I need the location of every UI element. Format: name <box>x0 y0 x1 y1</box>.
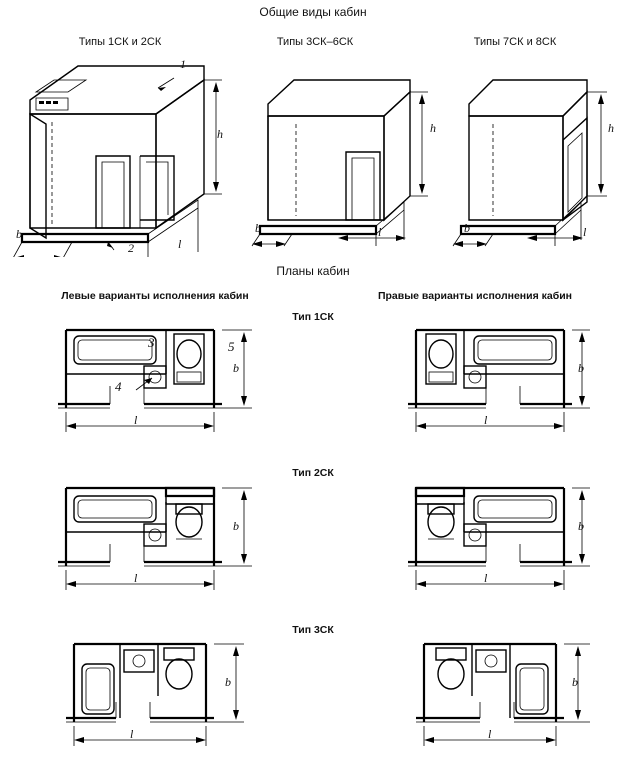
iso-view-2-dim-b: b <box>255 221 261 235</box>
plan-row-1-type-label: Тип 1СК <box>292 311 334 323</box>
plan-1sk-right-dim-l: l <box>484 413 488 427</box>
plan-1sk-left-dim-l: l <box>134 413 138 427</box>
plan-3sk-left-dim-b: b <box>225 675 231 689</box>
iso-view-1-dim-l: l <box>178 237 182 251</box>
plan-2sk-right-drawing <box>330 484 590 594</box>
plan-row-2-type-label: Тип 2СК <box>292 467 334 479</box>
plan-1sk-callout-3: 3 <box>148 335 155 350</box>
plan-2sk-right-dim-b: b <box>578 519 584 533</box>
iso-view-2-drawing <box>240 62 440 247</box>
iso-view-1-dim-h: h <box>217 127 223 141</box>
iso-view-1-callout-2: 2 <box>128 241 134 255</box>
iso-view-2-dim-h: h <box>430 121 436 135</box>
plans-right-header: Правые варианты исполнения кабин <box>377 290 573 302</box>
general-views-title: Общие виды кабин <box>259 5 367 19</box>
plan-1sk-left-dim-b: b <box>233 361 239 375</box>
plan-row-3-type-label: Тип 3СК <box>292 624 334 636</box>
plan-1sk-callout-5: 5 <box>228 339 235 354</box>
plans-left-header: Левые варианты исполнения кабин <box>61 290 249 302</box>
iso-view-2-dim-l: l <box>378 225 382 239</box>
plan-2sk-left-drawing <box>40 484 300 594</box>
iso-view-1-caption: Типы 1СК и 2СК <box>78 36 162 48</box>
plan-1sk-left-drawing <box>40 326 300 436</box>
plan-3sk-right-dim-l: l <box>488 727 492 741</box>
plan-3sk-left-drawing <box>40 640 300 750</box>
plan-2sk-right-dim-l: l <box>484 571 488 585</box>
iso-view-1-drawing <box>8 52 234 257</box>
iso-view-1-dim-b: b <box>16 227 22 241</box>
plan-1sk-callout-4: 4 <box>115 379 122 394</box>
plan-2sk-left-dim-l: l <box>134 571 138 585</box>
iso-view-3-caption: Типы 7СК и 8СК <box>473 36 557 48</box>
iso-view-2-caption: Типы 3СК–6СК <box>276 36 354 48</box>
plan-1sk-right-drawing <box>330 326 590 436</box>
plan-1sk-right-dim-b: b <box>578 361 584 375</box>
plans-title: Планы кабин <box>276 264 350 278</box>
plan-3sk-left-dim-l: l <box>130 727 134 741</box>
plan-2sk-left-dim-b: b <box>233 519 239 533</box>
iso-view-1-callout-1: 1 <box>180 57 186 71</box>
iso-view-3-dim-l: l <box>583 225 587 239</box>
iso-view-3-dim-b: b <box>464 221 470 235</box>
iso-view-3-dim-h: h <box>608 121 614 135</box>
plan-3sk-right-drawing <box>330 640 590 750</box>
iso-view-3-drawing <box>435 62 625 247</box>
plan-3sk-right-dim-b: b <box>572 675 578 689</box>
